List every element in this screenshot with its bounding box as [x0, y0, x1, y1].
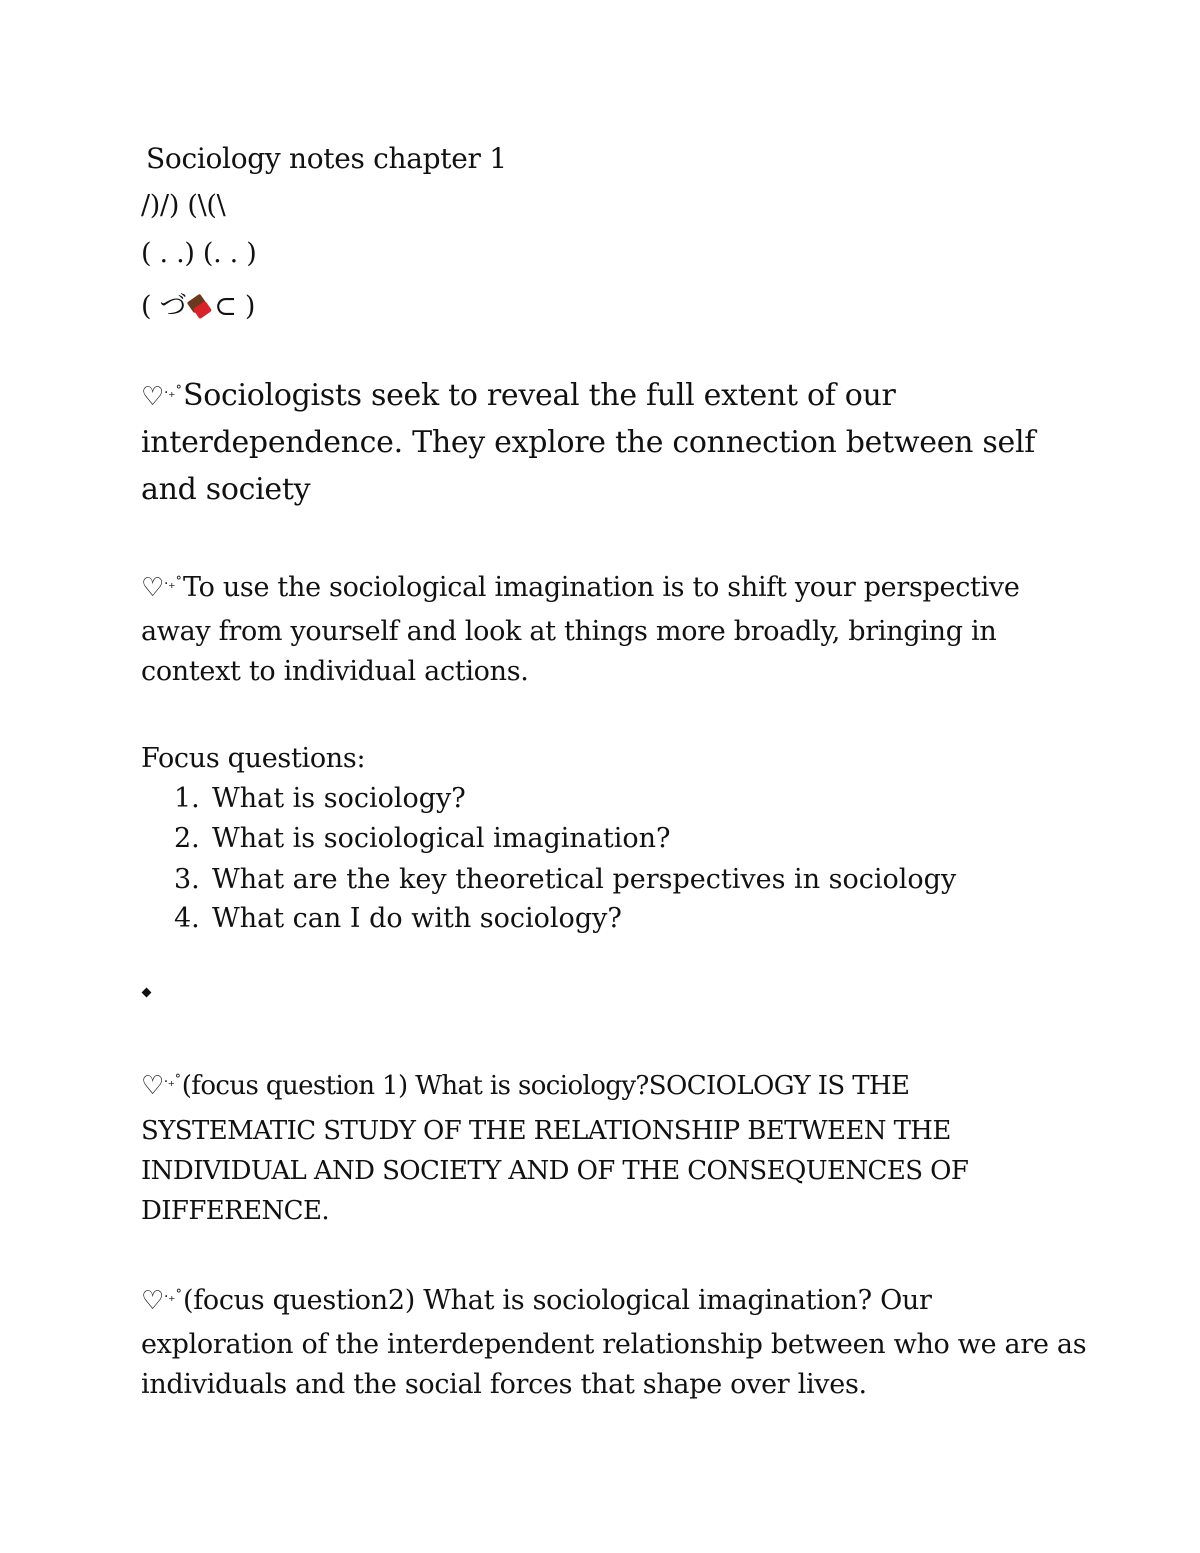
paragraph-4-line-1	[141, 1285, 932, 1316]
paragraph-3-line-2: SYSTEMATIC STUDY OF THE RELATIONSHIP BETWEEN THE	[141, 1116, 951, 1146]
paragraph-3-line-1	[141, 1071, 909, 1101]
kaomoji-faces: ( . .) (. . )	[141, 238, 257, 269]
list-item-number: 3.	[174, 864, 200, 895]
paragraph-3-line-4: DIFFERENCE.	[141, 1196, 330, 1226]
list-item: What are the key theoretical perspectives in sociology	[212, 864, 957, 895]
paragraph-4-line-3: individuals and the social forces that shape over lives.	[141, 1369, 867, 1400]
list-item: What is sociological imagination?	[212, 823, 671, 854]
list-item-number: 4.	[174, 903, 200, 934]
sparkle-icon: ·₊˚	[164, 576, 182, 592]
heart-icon: ♡	[141, 1071, 164, 1101]
paragraph-4-line-2: exploration of the interdependent relationship between who we are as	[141, 1329, 1087, 1360]
heart-icon: ♡	[141, 1286, 165, 1316]
bullet-point-icon	[142, 988, 152, 998]
paragraph-3-line-3: INDIVIDUAL AND SOCIETY AND OF THE CONSEQUENCES OF	[141, 1156, 969, 1186]
sparkle-icon: ·₊˚	[163, 1074, 181, 1090]
paragraph-3-text-1: (focus question 1) What is sociology?SOCIOLOGY IS THE	[181, 1071, 910, 1101]
kaomoji-hands-left: ( づ	[141, 291, 187, 322]
list-item: What is sociology?	[212, 783, 466, 814]
chocolate-bar-icon	[187, 295, 213, 319]
kaomoji-hands-right: ⊂ )	[214, 291, 256, 322]
paragraph-1-line-2: interdependence. They explore the connection between self	[141, 425, 1036, 460]
list-item-number: 2.	[174, 823, 200, 854]
kaomoji-ears: /)/) (\(\	[141, 190, 226, 221]
paragraph-1-line-1	[141, 378, 896, 413]
paragraph-4-text-1: (focus question2) What is sociological imagination? Our	[182, 1285, 932, 1316]
paragraph-1-line-3: and society	[141, 472, 311, 507]
paragraph-2-line-2: away from yourself and look at things more broadly, bringing in	[141, 616, 997, 647]
paragraph-2-line-1	[141, 572, 1020, 603]
heart-icon: ♡	[141, 573, 165, 603]
focus-questions-heading: Focus questions:	[141, 743, 366, 774]
sparkle-icon: ·₊˚	[164, 1289, 182, 1305]
heart-icon: ♡	[141, 382, 165, 412]
list-item-number: 1.	[174, 783, 200, 814]
paragraph-2-line-3: context to individual actions.	[141, 656, 529, 687]
paragraph-2-text-1: To use the sociological imagination is to shift your perspective	[182, 572, 1020, 603]
kaomoji-hands	[141, 284, 255, 323]
sparkle-icon: ·₊˚	[164, 385, 182, 401]
document-title: Sociology notes chapter 1	[146, 142, 507, 175]
list-item: What can I do with sociology?	[212, 903, 622, 934]
paragraph-1-text-1: Sociologists seek to reveal the full extent of our	[182, 378, 896, 413]
